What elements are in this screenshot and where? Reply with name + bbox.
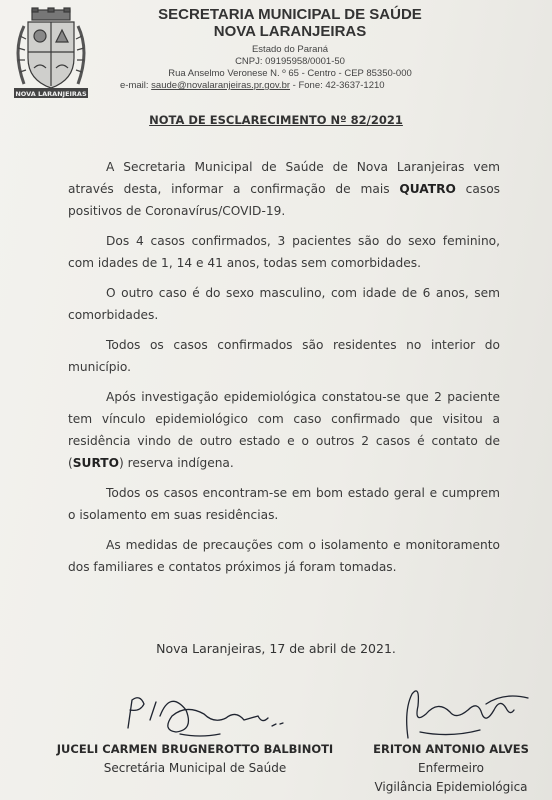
date-line: Nova Laranjeiras, 17 de abril de 2021. <box>156 641 396 656</box>
document-title: NOTA DE ESCLARECIMENTO Nº 82/2021 <box>149 113 403 127</box>
letterhead-cnpj: CNPJ: 09195958/0001-50 <box>235 56 345 67</box>
paragraph: A Secretaria Municipal de Saúde de Nova Laranjeiras vem através desta, informar a confirmação de mais QUATRO casos positivos de Coronavírus/COVID-19. <box>68 160 500 218</box>
municipal-crest-icon <box>10 6 92 102</box>
signer-role: Enfermeiro <box>418 761 484 775</box>
signer-name: ERITON ANTONIO ALVES <box>373 742 529 756</box>
letterhead <box>140 6 440 80</box>
signature-block-nurse <box>356 740 546 797</box>
email-link[interactable]: saude@novalaranjeiras.pr.gov.br <box>151 80 291 91</box>
letterhead-contact <box>120 80 440 91</box>
letterhead-address: Rua Anselmo Veronese N. º 65 - Centro - CEP 85350-000 <box>168 68 412 79</box>
paragraph: O outro caso é do sexo masculino, com idade de 6 anos, sem comorbidades. <box>68 286 500 322</box>
crest-banner-text: NOVA LARANJEIRAS <box>15 90 87 98</box>
document-body <box>68 156 500 586</box>
signer-department: Vigilância Epidemiológica <box>374 780 528 794</box>
signer-role: Secretária Municipal de Saúde <box>103 761 287 775</box>
paragraph: As medidas de precauções com o isolamento e monitoramento dos familiares e contatos próximos já foram tomadas. <box>68 538 500 574</box>
letterhead-title: SECRETARIA MUNICIPAL DE SAÚDE <box>158 6 422 23</box>
phone-number: - Fone: 42-3637-1210 <box>292 80 385 91</box>
paragraph: Todos os casos confirmados são residentes no interior do município. <box>68 338 500 374</box>
signature-block-secretary <box>40 740 350 778</box>
paragraph: Após investigação epidemiológica constatou-se que 2 paciente tem vínculo epidemiológico com caso confirmado que visitou a residência vindo de outro estado e o outros 2 casos é contato de (SURTO) reserva indígena. <box>68 390 500 470</box>
letterhead-state: Estado do Paraná <box>251 44 329 55</box>
signer-name: JUCELI CARMEN BRUGNEROTTO BALBINOTI <box>56 742 334 756</box>
paragraph: Dos 4 casos confirmados, 3 pacientes são do sexo feminino, com idades de 1, 14 e 41 anos, todas sem comorbidades. <box>68 234 500 270</box>
letterhead-municipality: NOVA LARANJEIRAS <box>213 23 367 40</box>
email-label: e-mail: <box>120 80 149 91</box>
paragraph: Todos os casos encontram-se em bom estado geral e cumprem o isolamento em suas residências. <box>68 486 500 522</box>
